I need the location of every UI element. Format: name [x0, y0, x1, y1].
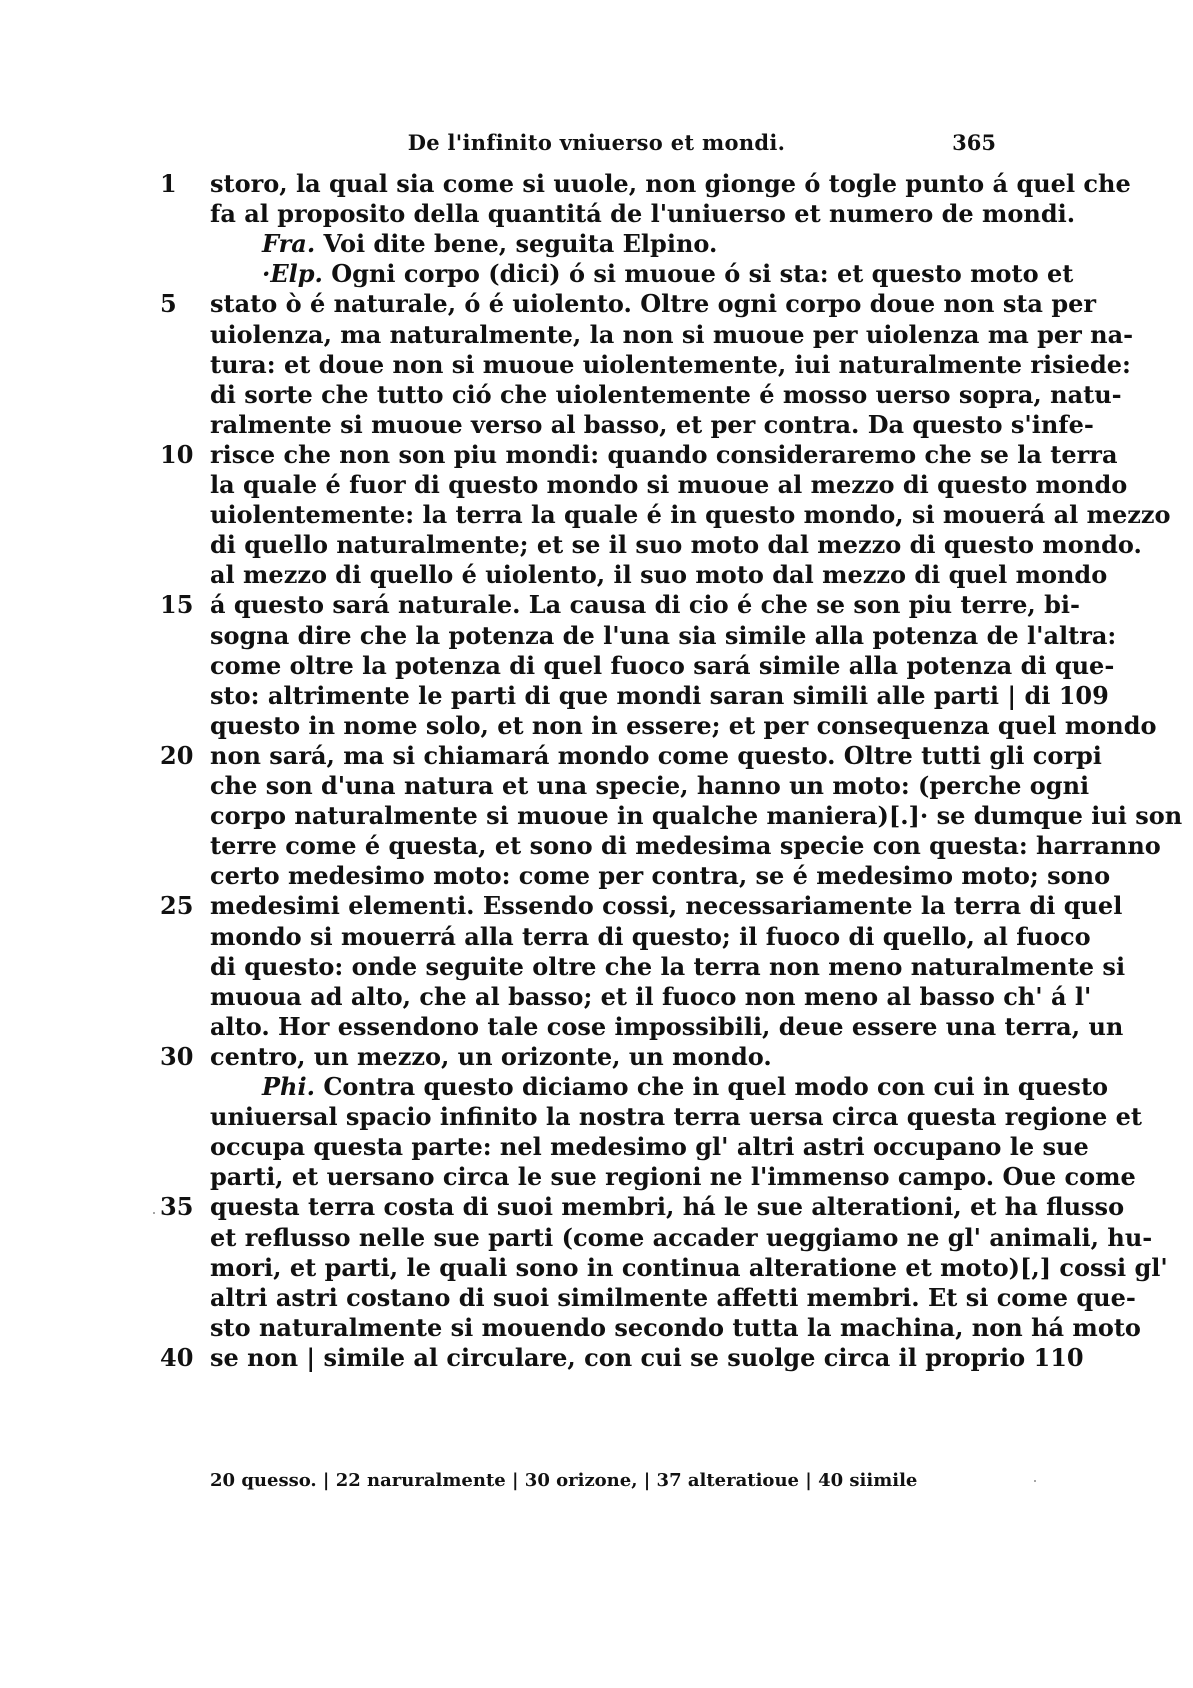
- line-number: [160, 1071, 196, 1103]
- line-number: [160, 830, 196, 862]
- line-number: [160, 1011, 196, 1043]
- text-line: [210, 439, 1118, 471]
- line-text: fa al proposito della quantitá de l'uniuerso et numero de mondi.: [210, 199, 1076, 228]
- line-number: [160, 1222, 196, 1254]
- text-line: [210, 529, 1142, 561]
- line-number: 25: [160, 891, 194, 920]
- line-text: muoua ad alto, che al basso; et il fuoco non meno al basso ch' á l': [210, 982, 1092, 1011]
- line-text: sto naturalmente si mouendo secondo tutta la machina, non há moto: [210, 1313, 1141, 1342]
- line-text: mori, et parti, le quali sono in continua alteratione et moto)[,] cossi gl': [210, 1253, 1168, 1282]
- line-text: certo medesimo moto: come per contra, se é medesimo moto; sono: [210, 861, 1111, 890]
- line-text: non sará, ma si chiamará mondo come questo. Oltre tutti gli corpi: [210, 741, 1102, 770]
- text-line: [210, 589, 1080, 621]
- line-text: stato ò é naturale, ó é uiolento. Oltre ogni corpo doue non sta per: [210, 289, 1097, 318]
- text-line: [210, 740, 1102, 772]
- line-text: uiolentemente: la terra la quale é in questo mondo, si mouerá al mezzo: [210, 500, 1171, 529]
- line-number: [160, 559, 196, 591]
- text-line: [210, 319, 1134, 351]
- line-text: Voi dite bene, seguita Elpino.: [323, 229, 718, 258]
- text-line: [210, 168, 1131, 200]
- line-text: risce che non son piu mondi: quando consideraremo che se la terra: [210, 440, 1118, 469]
- line-number: [160, 1312, 196, 1344]
- line-number: 20: [160, 741, 194, 770]
- scan-speck: [1034, 1480, 1036, 1482]
- line-number: [160, 349, 196, 381]
- text-line: [210, 469, 1128, 501]
- text-line: [210, 710, 1157, 742]
- text-line: [210, 981, 1092, 1013]
- text-line: [210, 1101, 1142, 1133]
- line-number: [160, 921, 196, 953]
- text-line: [262, 228, 1010, 260]
- text-line: [210, 890, 1123, 922]
- line-text: sto: altrimente le parti di que mondi saran simili alle parti | di 109: [210, 681, 1109, 710]
- line-number: 40: [160, 1343, 194, 1372]
- line-number: [160, 650, 196, 682]
- line-number: [160, 409, 196, 441]
- line-number: 30: [160, 1042, 194, 1071]
- line-number: 35: [160, 1192, 194, 1221]
- text-line: [210, 951, 1126, 983]
- line-text: altri astri costano di suoi similmente affetti membri. Et si come que-: [210, 1283, 1136, 1312]
- text-line: [210, 1191, 1125, 1223]
- line-text: al mezzo di quello é uiolento, il suo moto dal mezzo di quel mondo: [210, 560, 1108, 589]
- text-line: [210, 1252, 1168, 1284]
- line-number: [160, 620, 196, 652]
- line-text: uniuersal spacio infinito la nostra terra uersa circa questa regione et: [210, 1102, 1142, 1131]
- line-text: medesimi elementi. Essendo cossi, necessariamente la terra di quel: [210, 891, 1123, 920]
- text-line: [210, 1041, 1010, 1073]
- running-header-title: De l'infinito vniuerso et mondi.: [407, 130, 786, 155]
- line-number: [160, 680, 196, 712]
- line-number: 5: [160, 289, 177, 318]
- text-line: [210, 559, 1108, 591]
- line-number: [160, 1161, 196, 1193]
- line-number: [160, 860, 196, 892]
- text-line: [210, 349, 1131, 381]
- line-text: alto. Hor essendono tale cose impossibili, deue essere una terra, un: [210, 1012, 1124, 1041]
- text-line: [210, 288, 1097, 320]
- line-number: [160, 469, 196, 501]
- line-number: [160, 228, 196, 260]
- footnote-apparatus: 20 quesso. | 22 naruralmente | 30 orizone, | 37 alteratioue | 40 siimile: [210, 1470, 918, 1491]
- text-line: [210, 680, 1109, 712]
- line-text: sogna dire che la potenza de l'una sia simile alla potenza de l'altra:: [210, 621, 1117, 650]
- line-number: [160, 258, 196, 290]
- text-line: [210, 198, 1076, 230]
- line-number: [160, 319, 196, 351]
- text-line: [210, 921, 1091, 953]
- line-number: [160, 1252, 196, 1284]
- line-text: Ogni corpo (dici) ó si muoue ó si sta: et questo moto et: [331, 259, 1074, 288]
- text-line: [210, 1342, 1084, 1374]
- scan-speck: [153, 1212, 155, 1214]
- text-line: [210, 620, 1117, 652]
- text-line: [210, 1222, 1153, 1254]
- line-text: uiolenza, ma naturalmente, la non si muoue per uiolenza ma per na-: [210, 320, 1134, 349]
- text-line: [210, 860, 1111, 892]
- text-line: [262, 258, 1074, 290]
- text-line: [210, 499, 1171, 531]
- line-text: parti, et uersano circa le sue regioni ne l'immenso campo. Oue come: [210, 1162, 1136, 1191]
- line-text: Contra questo diciamo che in quel modo con cui in questo: [323, 1072, 1109, 1101]
- line-text: centro, un mezzo, un orizonte, un mondo.: [210, 1042, 772, 1071]
- speaker-label: Fra.: [262, 229, 316, 258]
- text-line: [210, 1312, 1141, 1344]
- line-number: [160, 198, 196, 230]
- page-number: 365: [952, 130, 996, 155]
- line-number: [160, 981, 196, 1013]
- line-text: terre come é questa, et sono di medesima specie con questa: harranno: [210, 831, 1161, 860]
- line-text: tura: et doue non si muoue uiolentemente, iui naturalmente risiede:: [210, 350, 1131, 379]
- text-line: [210, 1011, 1124, 1043]
- speaker-label: ·Elp.: [262, 259, 323, 288]
- line-text: che son d'una natura et una specie, hanno un moto: (perche ogni: [210, 771, 1090, 800]
- line-text: ralmente si muoue verso al basso, et per contra. Da questo s'infe-: [210, 410, 1094, 439]
- speaker-label: Phi.: [262, 1072, 315, 1101]
- text-line: [210, 409, 1094, 441]
- line-number: [160, 951, 196, 983]
- line-text: corpo naturalmente si muoue in qualche maniera)[.]· se dumque iui son: [210, 801, 1183, 830]
- text-line: [210, 379, 1122, 411]
- line-number: [160, 800, 196, 832]
- line-text: di questo: onde seguite oltre che la terra non meno naturalmente si: [210, 952, 1126, 981]
- text-line: [210, 1161, 1136, 1193]
- line-number: [160, 529, 196, 561]
- line-text: come oltre la potenza di quel fuoco sará simile alla potenza di que-: [210, 651, 1115, 680]
- line-text: di quello naturalmente; et se il suo moto dal mezzo di questo mondo.: [210, 530, 1142, 559]
- line-number: 1: [160, 169, 177, 198]
- line-number: 15: [160, 590, 194, 619]
- text-line: [210, 1282, 1136, 1314]
- text-line: [210, 650, 1115, 682]
- line-number: [160, 1131, 196, 1163]
- text-line: [210, 830, 1161, 862]
- line-number: [160, 710, 196, 742]
- line-number: [160, 1282, 196, 1314]
- line-text: á questo sará naturale. La causa di cio é che se son piu terre, bi-: [210, 590, 1080, 619]
- line-text: mondo si mouerrá alla terra di questo; il fuoco di quello, al fuoco: [210, 922, 1091, 951]
- line-number: [160, 499, 196, 531]
- line-text: di sorte che tutto ció che uiolentemente é mosso uerso sopra, natu-: [210, 380, 1122, 409]
- line-number: [160, 770, 196, 802]
- text-line: [262, 1071, 1109, 1103]
- line-text: occupa questa parte: nel medesimo gl' altri astri occupano le sue: [210, 1132, 1089, 1161]
- line-text: la quale é fuor di questo mondo si muoue al mezzo di questo mondo: [210, 470, 1128, 499]
- text-line: [210, 770, 1090, 802]
- line-number: 10: [160, 440, 194, 469]
- line-number: [160, 1101, 196, 1133]
- line-text: questo in nome solo, et non in essere; et per consequenza quel mondo: [210, 711, 1157, 740]
- line-text: se non | simile al circulare, con cui se suolge circa il proprio 110: [210, 1343, 1084, 1372]
- line-text: et reflusso nelle sue parti (come accader ueggiamo ne gl' animali, hu-: [210, 1223, 1153, 1252]
- line-text: storo, la qual sia come si uuole, non gionge ó togle punto á quel che: [210, 169, 1131, 198]
- line-number: [160, 379, 196, 411]
- text-line: [210, 800, 1183, 832]
- text-line: [210, 1131, 1089, 1163]
- line-text: questa terra costa di suoi membri, há le sue alterationi, et ha flusso: [210, 1192, 1125, 1221]
